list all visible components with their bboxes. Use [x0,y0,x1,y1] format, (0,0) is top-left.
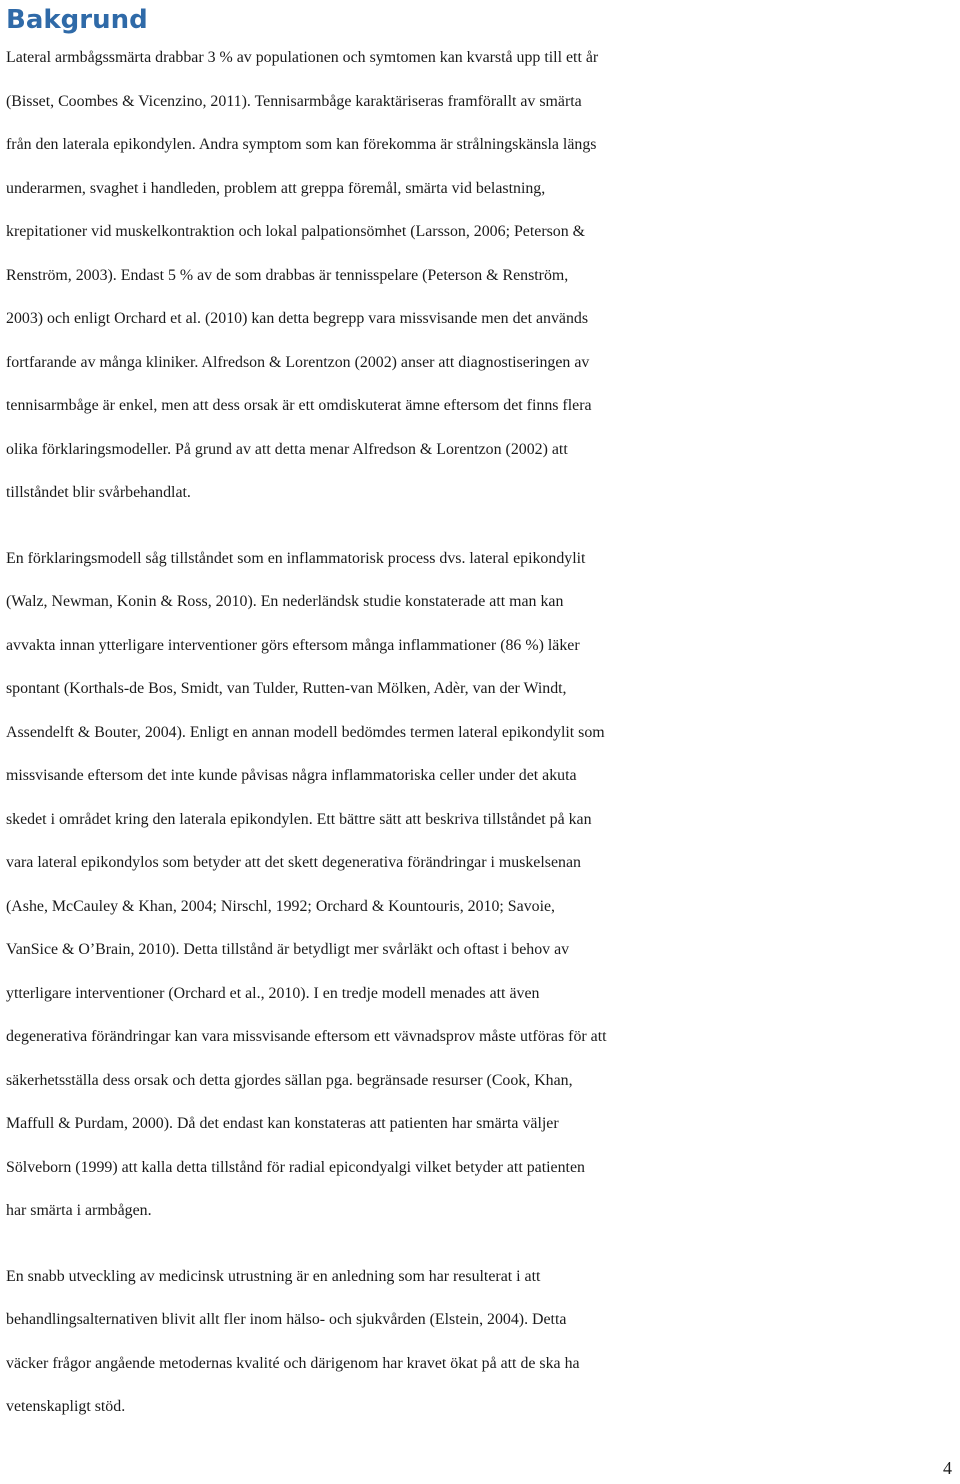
text-line: 2003) och enligt Orchard et al. (2010) kan detta begrepp vara missvisande men det används [6,310,589,327]
text-line: ytterligare interventioner (Orchard et al., 2010). I en tredje modell menades att även [6,984,540,1002]
text-line: (Bisset, Coombes & Vicenzino, 2011). Tennisarmbåge karaktäriseras framförallt av smärta [6,92,582,110]
text-line: säkerhetsställa dess orsak och detta gjordes sällan pga. begränsade resurser (Cook, Khan, [6,1071,573,1089]
text-line: Renström, 2003). Endast 5 % av de som drabbas är tennisspelare (Peterson & Renström, [6,266,569,284]
text-line: Sölveborn (1999) att kalla detta tillstånd för radial epicondyalgi vilket betyder att patienten [6,1158,585,1176]
text-line: från den laterala epikondylen. Andra symptom som kan förekomma är strålningskänsla längs [6,136,597,153]
page-number: 4 [943,1458,952,1478]
paragraph-gap [6,515,956,537]
text-line: VanSice & O’Brain, 2010). Detta tillstånd är betydligt mer svårläkt och oftast i behov av [6,941,570,958]
text-line: En snabb utveckling av medicinsk utrustning är en anledning som har resulterat i att [6,1267,541,1285]
text-line: Lateral armbågssmärta drabbar 3 % av populationen och symtomen kan kvarstå upp till ett år [6,49,599,66]
text-line: (Ashe, McCauley & Khan, 2004; Nirschl, 1992; Orchard & Kountouris, 2010; Savoie, [6,897,556,915]
text-line: fortfarande av många kliniker. Alfredson & Lorentzon (2002) anser att diagnostiseringen av [6,353,590,371]
text-line: krepitationer vid muskelkontraktion och lokal palpationsömhet (Larsson, 2006; Peterson & [6,223,586,240]
text-line: degenerativa förändringar kan vara missvisande eftersom ett vävnadsprov måste utföras för att [6,1028,607,1045]
text-line: vetenskapligt stöd. [6,1398,126,1415]
text-line: (Walz, Newman, Konin & Ross, 2010). En nederländsk studie konstaterade att man kan [6,593,564,610]
paragraph-gap [6,1233,956,1255]
paragraph-2 [6,537,956,1233]
text-line: missvisande eftersom det inte kunde påvisas några inflammatoriska celler under det akuta [6,767,577,784]
text-line: Assendelft & Bouter, 2004). Enligt en annan modell bedömdes termen lateral epikondylit som [6,723,605,741]
text-line: underarmen, svaghet i handleden, problem att greppa föremål, smärta vid belastning, [6,179,546,197]
text-line: väcker frågor angående metodernas kvalité och därigenom har kravet ökat på att de ska ha [6,1354,580,1372]
text-line: vara lateral epikondylos som betyder att det skett degenerativa förändringar i muskelsenan [6,854,581,871]
paragraph-1 [6,36,956,515]
text-line: olika förklaringsmodeller. På grund av att detta menar Alfredson & Lorentzon (2002) att [6,440,568,458]
document-page [6,0,956,1429]
section-heading: Bakgrund [6,5,148,35]
text-line: spontant (Korthals-de Bos, Smidt, van Tulder, Rutten-van Mölken, Adèr, van der Windt, [6,680,567,697]
text-line: tennisarmbåge är enkel, men att dess orsak är ett omdiskuterat ämne eftersom det finns flera [6,397,592,414]
text-line: skedet i området kring den laterala epikondylen. Ett bättre sätt att beskriva tillståndet på kan [6,810,592,828]
text-line: behandlingsalternativen blivit allt fler inom hälso- och sjukvården (Elstein, 2004). Detta [6,1311,567,1328]
paragraph-3 [6,1255,956,1429]
text-line: tillståndet blir svårbehandlat. [6,484,191,501]
text-line: Maffull & Purdam, 2000). Då det endast kan konstateras att patienten har smärta väljer [6,1115,559,1132]
text-line: har smärta i armbågen. [6,1202,152,1219]
text-line: avvakta innan ytterligare interventioner görs eftersom många inflammationer (86 %) läker [6,636,580,654]
text-line: En förklaringsmodell såg tillståndet som en inflammatorisk process dvs. lateral epikondylit [6,549,586,567]
